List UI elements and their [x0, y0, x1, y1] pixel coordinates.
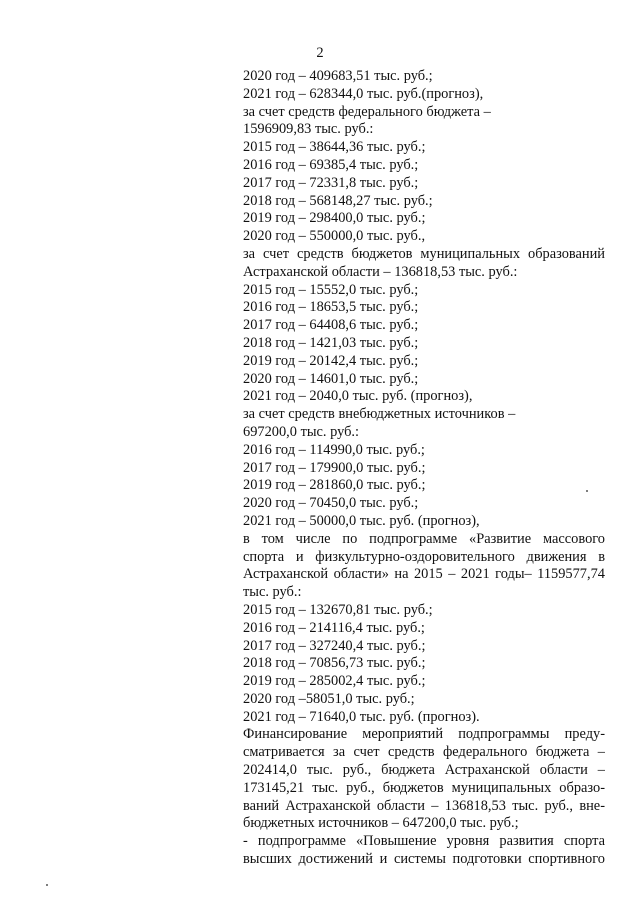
document-body: [243, 68, 605, 869]
text-line: 2017 год – 72331,8 тыс. руб.;: [243, 174, 419, 191]
text-line: 2018 год – 70856,73 тыс. руб.;: [243, 655, 426, 672]
text-line: бюджетных источников – 647200,0 тыс. руб.;: [243, 815, 519, 832]
text-line: 2021 год – 628344,0 тыс. руб.(прогноз),: [243, 85, 484, 102]
text-line: в том числе по подпрограмме «Развитие массового: [243, 530, 605, 547]
text-line: 2019 год – 281860,0 тыс. руб.;: [243, 477, 426, 494]
text-line: 2016 год – 18653,5 тыс. руб.;: [243, 299, 419, 316]
text-line: 2019 год – 298400,0 тыс. руб.;: [243, 210, 426, 227]
text-line: - подпрограмме «Повышение уровня развития спорта: [243, 833, 605, 850]
text-line: 2019 год – 20142,4 тыс. руб.;: [243, 352, 419, 369]
text-line: 173145,21 тыс. руб., бюджетов муниципальных образо-: [243, 779, 605, 796]
text-line: 2017 год – 327240,4 тыс. руб.;: [243, 637, 426, 654]
text-line: 697200,0 тыс. руб.:: [243, 423, 360, 440]
text-line: 2016 год – 69385,4 тыс. руб.;: [243, 156, 419, 173]
text-line: 2017 год – 179900,0 тыс. руб.;: [243, 459, 426, 476]
text-line: 2021 год – 71640,0 тыс. руб. (прогноз).: [243, 708, 480, 725]
text-line: Астраханской области» на 2015 – 2021 годы– 1159577,74: [243, 566, 605, 583]
text-line: 2018 год – 1421,03 тыс. руб.;: [243, 334, 419, 351]
text-line: ваний Астраханской области – 136818,53 тыс. руб., вне-: [243, 797, 605, 814]
text-line: тыс. руб.:: [243, 584, 302, 601]
text-line: сматривается за счет средств федерального бюджета –: [243, 744, 605, 761]
text-line: 2016 год – 114990,0 тыс. руб.;: [243, 441, 425, 458]
text-line: 2020 год – 70450,0 тыс. руб.;: [243, 495, 419, 512]
text-line: высших достижений и системы подготовки спортивного: [243, 851, 605, 868]
text-line: 2017 год – 64408,6 тыс. руб.;: [243, 317, 419, 334]
text-line: 2015 год – 38644,36 тыс. руб.;: [243, 139, 426, 156]
text-line: 2015 год – 132670,81 тыс. руб.;: [243, 601, 433, 618]
text-line: спорта и физкультурно-оздоровительного движения в: [243, 548, 605, 565]
text-line: Астраханской области – 136818,53 тыс. руб.:: [243, 263, 518, 280]
text-line: 2019 год – 285002,4 тыс. руб.;: [243, 673, 426, 690]
text-line: 2021 год – 50000,0 тыс. руб. (прогноз),: [243, 512, 480, 529]
text-line: 2020 год – 550000,0 тыс. руб.,: [243, 228, 426, 245]
scan-speck: [586, 490, 588, 492]
text-line: за счет средств федерального бюджета –: [243, 103, 491, 120]
text-line: 2020 год – 409683,51 тыс. руб.;: [243, 68, 433, 84]
text-line: 2021 год – 2040,0 тыс. руб. (прогноз),: [243, 388, 473, 405]
text-line: Финансирование мероприятий подпрограммы преду-: [243, 726, 605, 743]
text-line: 2020 год –58051,0 тыс. руб.;: [243, 690, 415, 707]
text-line: 2018 год – 568148,27 тыс. руб.;: [243, 192, 433, 209]
text-line: 2020 год – 14601,0 тыс. руб.;: [243, 370, 419, 387]
text-line: 1596909,83 тыс. руб.:: [243, 121, 374, 138]
text-line: 2016 год – 214116,4 тыс. руб.;: [243, 619, 425, 636]
page-number: 2: [316, 45, 324, 61]
text-line: за счет средств бюджетов муниципальных образований: [243, 245, 605, 262]
text-line: 2015 год – 15552,0 тыс. руб.;: [243, 281, 419, 298]
text-line: 202414,0 тыс. руб., бюджета Астраханской области –: [243, 762, 605, 779]
scan-speck: [46, 884, 48, 886]
text-line: за счет средств внебюджетных источников –: [243, 406, 516, 423]
